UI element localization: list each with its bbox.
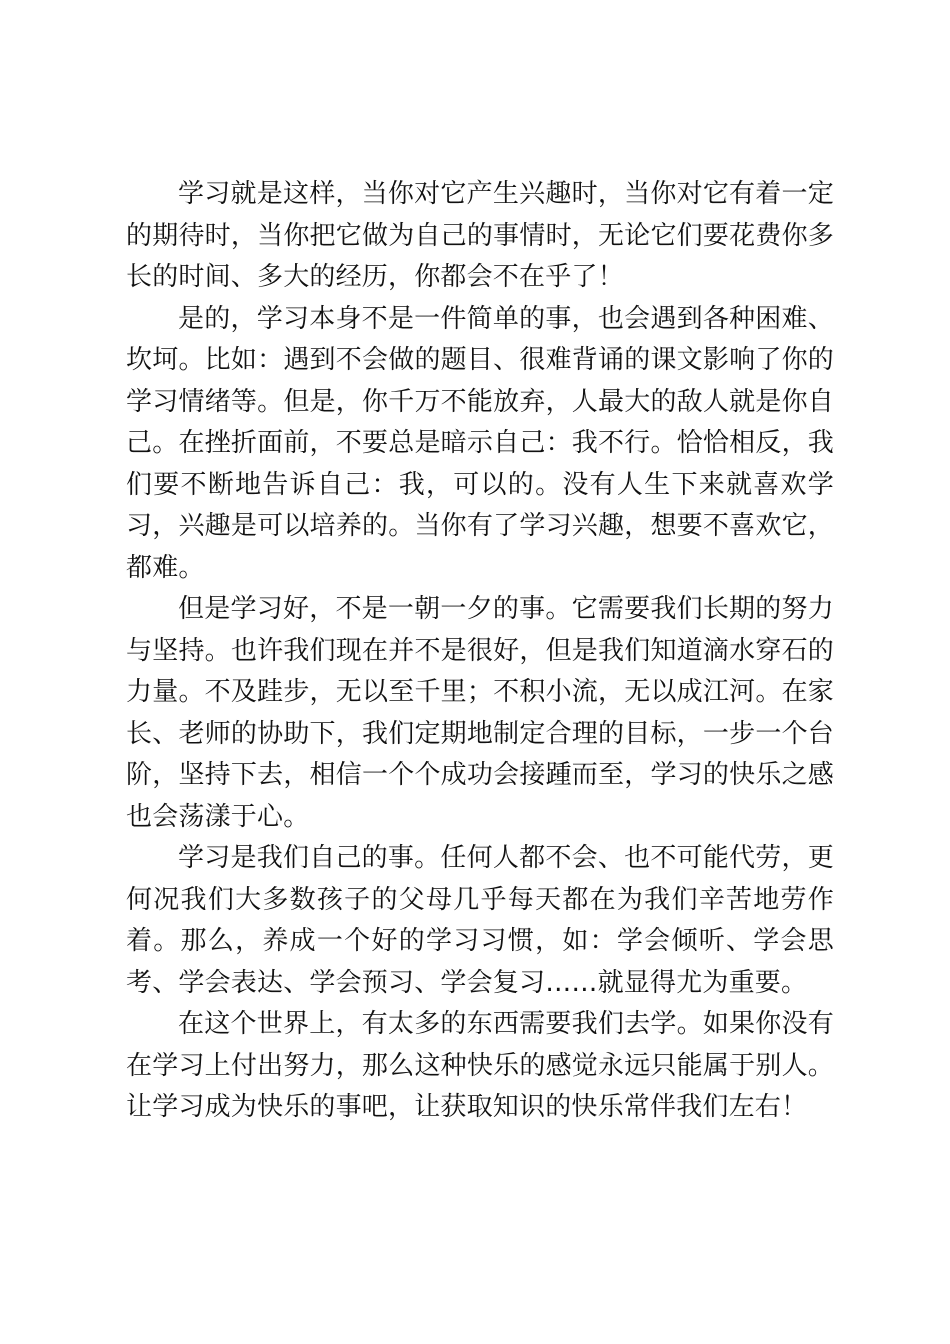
paragraph: 是的，学习本身不是一件简单的事，也会遇到各种困难、坎坷。比如：遇到不会做的题目、很难背诵的课文影响了你的学习情绪等。但是，你千万不能放弃，人最大的敌人就是你自己。在挫折面前，不要总是暗示自己：我不行。恰恰相反，我们要不断地告诉自己：我，可以的。没有人生下来就喜欢学习，兴趣是可以培养的。当你有了学习兴趣，想要不喜欢它，都难。 bbox=[126, 303, 834, 583]
paragraph: 在这个世界上，有太多的东西需要我们去学。如果你没有在学习上付出努力，那么这种快乐的感觉永远只能属于别人。让学习成为快乐的事吧，让获取知识的快乐常伴我们左右！ bbox=[126, 1009, 834, 1122]
document-body bbox=[126, 174, 834, 1129]
paragraph: 学习就是这样，当你对它产生兴趣时，当你对它有着一定的期待时，当你把它做为自己的事情时，无论它们要花费你多长的时间、多大的经历，你都会不在乎了！ bbox=[126, 179, 834, 292]
paragraph: 学习是我们自己的事。任何人都不会、也不可能代劳，更何况我们大多数孩子的父母几乎每天都在为我们辛苦地劳作着。那么，养成一个好的学习习惯，如：学会倾听、学会思考、学会表达、学会预习、学会复习……就显得尤为重要。 bbox=[126, 843, 834, 998]
paragraph: 但是学习好，不是一朝一夕的事。它需要我们长期的努力与坚持。也许我们现在并不是很好，但是我们知道滴水穿石的力量。不及跬步，无以至千里；不积小流，无以成江河。在家长、老师的协助下，我们定期地制定合理的目标，一步一个台阶，坚持下去，相信一个个成功会接踵而至，学习的快乐之感也会荡漾于心。 bbox=[126, 594, 834, 832]
